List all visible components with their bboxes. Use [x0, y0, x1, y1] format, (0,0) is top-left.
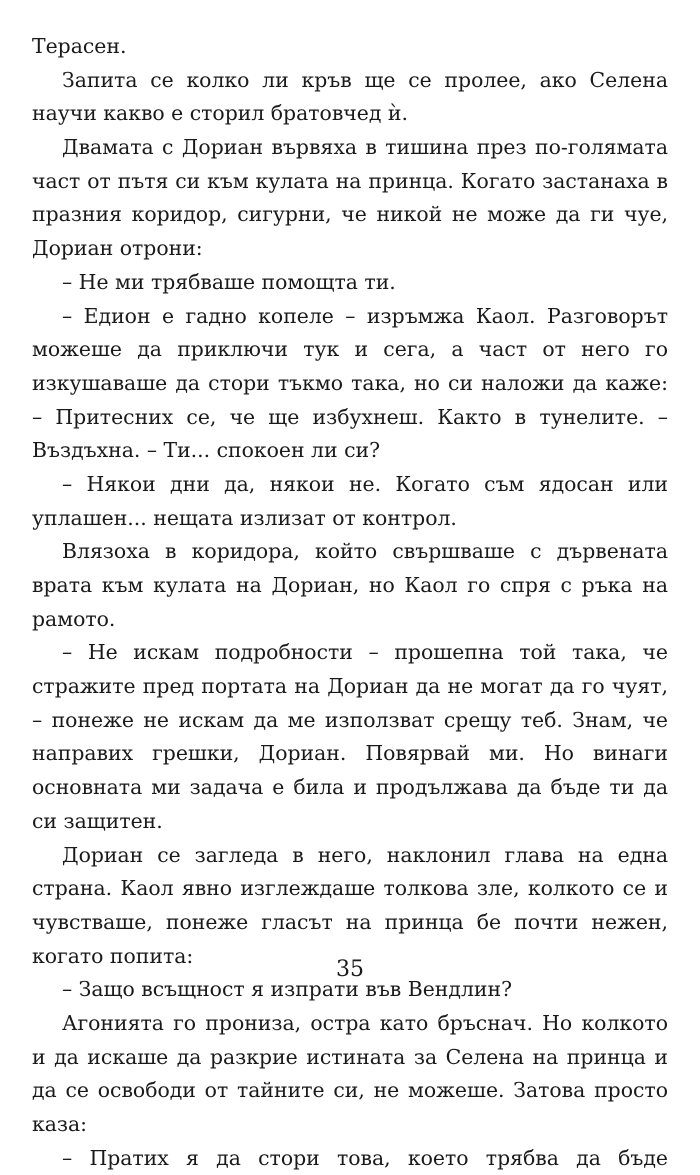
text-line: Запита се колко ли кръв ще се пролее, ако Селена	[62, 67, 668, 92]
text-line: – Пратих я да стори това, което трябва да бъде	[62, 1145, 668, 1170]
text-line: празния коридор, сигурни, че никой не може да ги чуе,	[32, 202, 668, 227]
text-line: рамото.	[32, 606, 116, 631]
text-line: и да искаше да разкрие истината за Селена на принца и	[32, 1044, 668, 1069]
text-line: Терасен.	[32, 34, 127, 58]
text-line: да се освободи от тайните си, не можеше. Затова просто	[32, 1078, 668, 1103]
text-line: – Не ми трябваше помощта ти.	[62, 269, 396, 294]
text-line: Въздъхна. – Ти... спокоен ли си?	[32, 438, 381, 463]
text-line: Влязоха в коридора, който свършваше с дървената	[62, 539, 668, 564]
text-line: – Едион е гадно копеле – изръмжа Каол. Разговорът	[62, 303, 668, 328]
text-line: Агонията го прониза, остра като бръснач. Но колкото	[62, 1010, 668, 1035]
text-line: Дориан се загледа в него, наклонил глава на една	[62, 842, 668, 867]
text-line: Дориан отрони:	[32, 236, 203, 261]
text-line: – Не искам подробности – прошепна той така, че	[62, 640, 668, 665]
text-line: стражите пред портата на Дориан да не могат да го чуят,	[32, 674, 668, 699]
text-line: част от пътя си към кулата на принца. Когато застанаха в	[32, 168, 668, 193]
text-line: си защитен.	[32, 808, 163, 833]
text-line: изкушаваше да стори тъкмо така, но си наложи да каже:	[32, 370, 668, 395]
text-line: – Защо всъщност я изпрати във Вендлин?	[62, 977, 513, 1002]
text-line: Двамата с Дориан вървяха в тишина през по-голямата	[62, 135, 668, 160]
text-line: – понеже не искам да ме използват срещу теб. Знам, че	[32, 707, 668, 732]
text-line: можеше да приключи тук и сега, а част от него го	[32, 337, 668, 362]
text-line: когато попита:	[32, 943, 194, 968]
text-line: страна. Каол явно изглеждаше толкова зле, колкото се и	[32, 876, 668, 901]
text-line: основната ми задача е била и продължава да бъде ти да	[32, 775, 668, 800]
page-number: 35	[336, 957, 364, 982]
text-line: каза:	[32, 1112, 88, 1136]
text-line: чувстваше, понеже гласът на принца бе почти нежен,	[32, 909, 668, 934]
text-line: уплашен... нещата излизат от контрол.	[32, 505, 457, 530]
text-line: научи какво е сторил братовчед ѝ.	[32, 101, 408, 126]
text-line: направих грешки, Дориан. Повярвай ми. Но винаги	[32, 741, 668, 766]
text-line: врата към кулата на Дориан, но Каол го спря с ръка на	[32, 573, 668, 597]
text-line: – Притесних се, че ще избухнеш. Както в тунелите. –	[32, 404, 668, 429]
text-line: – Някои дни да, някои не. Когато съм ядосан или	[62, 471, 668, 496]
book-page-text	[32, 30, 668, 1175]
